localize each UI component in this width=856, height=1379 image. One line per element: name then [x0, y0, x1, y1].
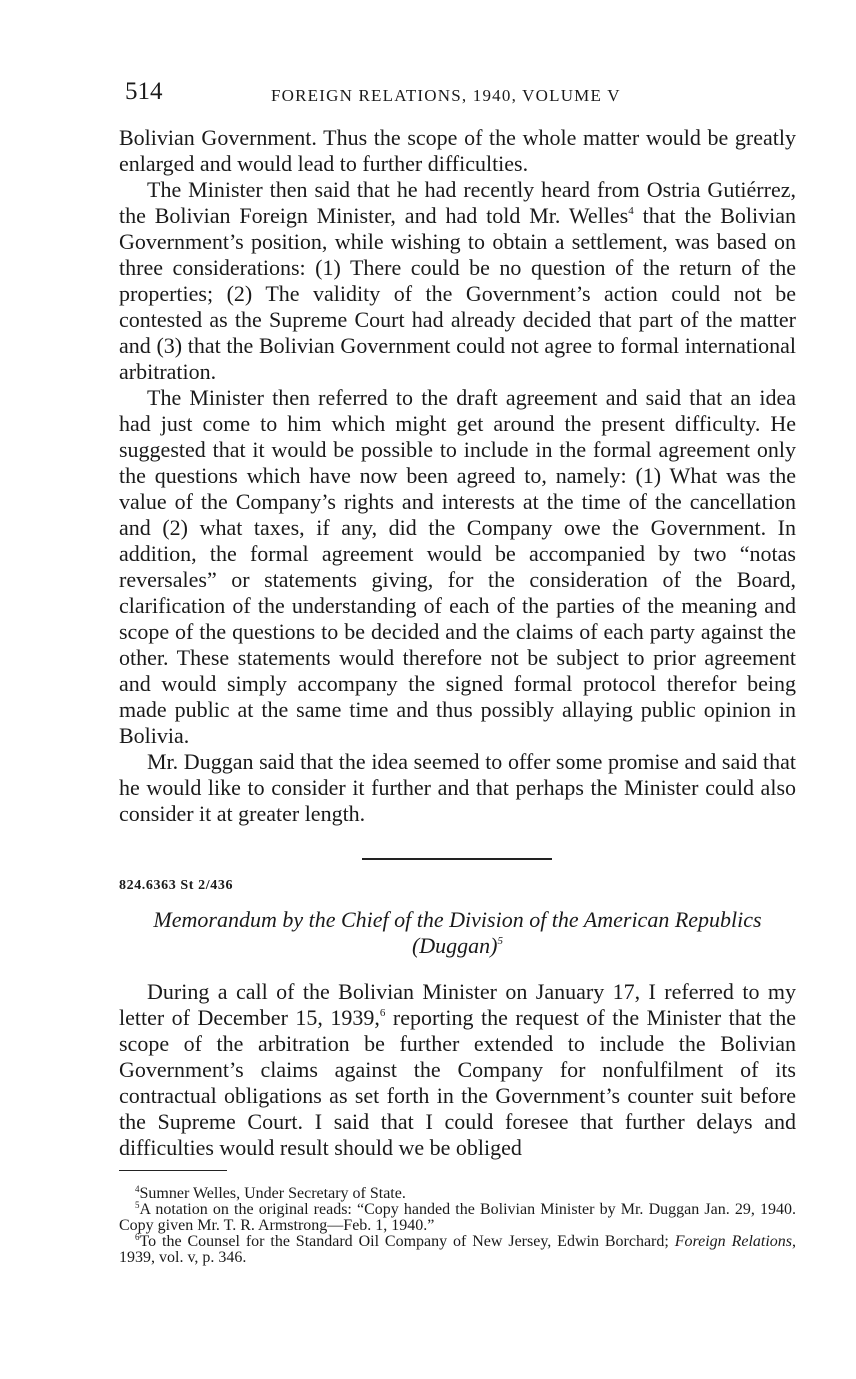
- memo-paragraph-1: [119, 979, 796, 1161]
- paragraph-3: The Minister then referred to the draft agreement and said that an idea had just come to him which might get around the present difficulty. He suggested that it would be possible to include in the formal agreement only the questions which have now been agreed to, namely: (1) What was the value of the Company’s rights and interests at the time of the cancellation and (2) what taxes, if any, did the Company owe the Government. In addition, the formal agreement would be accompanied by two “notas reversales” or statements giving, for the consideration of the Board, clarification of the understanding of each of the parties of the meaning and scope of the questions to be decided and the claims of each party against the other. These statements would therefore not be subject to prior agreement and would simply accompany the signed formal protocol therefor being made public at the same time and thus possibly allaying public opinion in Bolivia.: [119, 385, 796, 748]
- paragraph-2-text-a: The Minister then said that he had recently heard from Ostria Gutiérrez, the Bolivian Foreign Minister, and had told Mr. Welles: [119, 177, 796, 228]
- file-number: 824.6363 St 2/436: [119, 878, 234, 893]
- footnote-ref-4: 4: [628, 205, 634, 217]
- paragraph-4: Mr. Duggan said that the idea seemed to offer some promise and said that he would like to consider it further and that perhaps the Minister could also consider it at greater length.: [119, 749, 796, 826]
- paragraph-2: [119, 177, 796, 385]
- document-title-line-1: Memorandum by the Chief of the Division of the American Republics: [153, 907, 762, 932]
- footnote-ref-6: 6: [379, 1007, 386, 1019]
- page: [119, 78, 796, 1266]
- footnote-6-text-b: , 1939, vol. v, p. 346.: [119, 1233, 797, 1266]
- footnote-ref-5: 5: [497, 935, 504, 947]
- paragraph-2-text-b: that the Bolivian Government’s position, while wishing to obtain a settlement, was based on three considerations: (1) There could be no question of the return of the properties; (2) The validity of the Government’s action could not be contested as the Supreme Court had already decided that part of the matter and (3) that the Bolivian Government could not agree to formal international arbitration.: [119, 203, 796, 384]
- footnote-mark-6: 6: [135, 1232, 140, 1242]
- footnote-4-text: Sumner Welles, Under Secretary of State.: [139, 1185, 406, 1202]
- document-title: [119, 907, 796, 959]
- footnote-5: [119, 1202, 796, 1234]
- footnote-6-citation: Foreign Relations: [674, 1233, 793, 1250]
- footnote-4: [119, 1186, 796, 1202]
- footnote-mark-5: 5: [135, 1200, 140, 1210]
- footnote-rule: [119, 1170, 227, 1171]
- page-header: [119, 78, 796, 110]
- paragraph-1: Bolivian Government. Thus the scope of the whole matter would be greatly enlarged and would lead to further difficulties.: [119, 125, 796, 176]
- page-number: 514: [125, 78, 163, 105]
- footnote-5-text: A notation on the original reads: “Copy handed the Bolivian Minister by Mr. Duggan Jan. 29, 1940. Copy given Mr. T. R. Armstrong—Feb. 1, 1940.”: [119, 1201, 796, 1234]
- running-head: FOREIGN RELATIONS, 1940, VOLUME V: [271, 86, 621, 105]
- footnote-6-text-a: To the Counsel for the Standard Oil Company of New Jersey, Edwin Borchard;: [139, 1233, 675, 1250]
- memo-text-a: During a call of the Bolivian Minister on January 17, I referred to my letter of December 15, 1939,: [119, 979, 796, 1030]
- document-title-line-2: [119, 933, 796, 959]
- memorandum-text: [119, 979, 796, 1161]
- footnote-6: [119, 1234, 796, 1266]
- memo-text-b: reporting the request of the Minister that the scope of the arbitration be further extended to include the Bolivian Government’s claims against the Company for nonfulfilment of its contractual obligations as set forth in the Government’s counter suit before the Supreme Court. I said that I could foresee that further delays and difficulties would result should we be obliged: [119, 1005, 797, 1160]
- document-title-author: (Duggan): [411, 933, 498, 958]
- footnote-mark-4: 4: [135, 1184, 140, 1194]
- continued-text: [119, 125, 796, 827]
- footnotes: [119, 1186, 796, 1266]
- section-divider: [362, 858, 552, 860]
